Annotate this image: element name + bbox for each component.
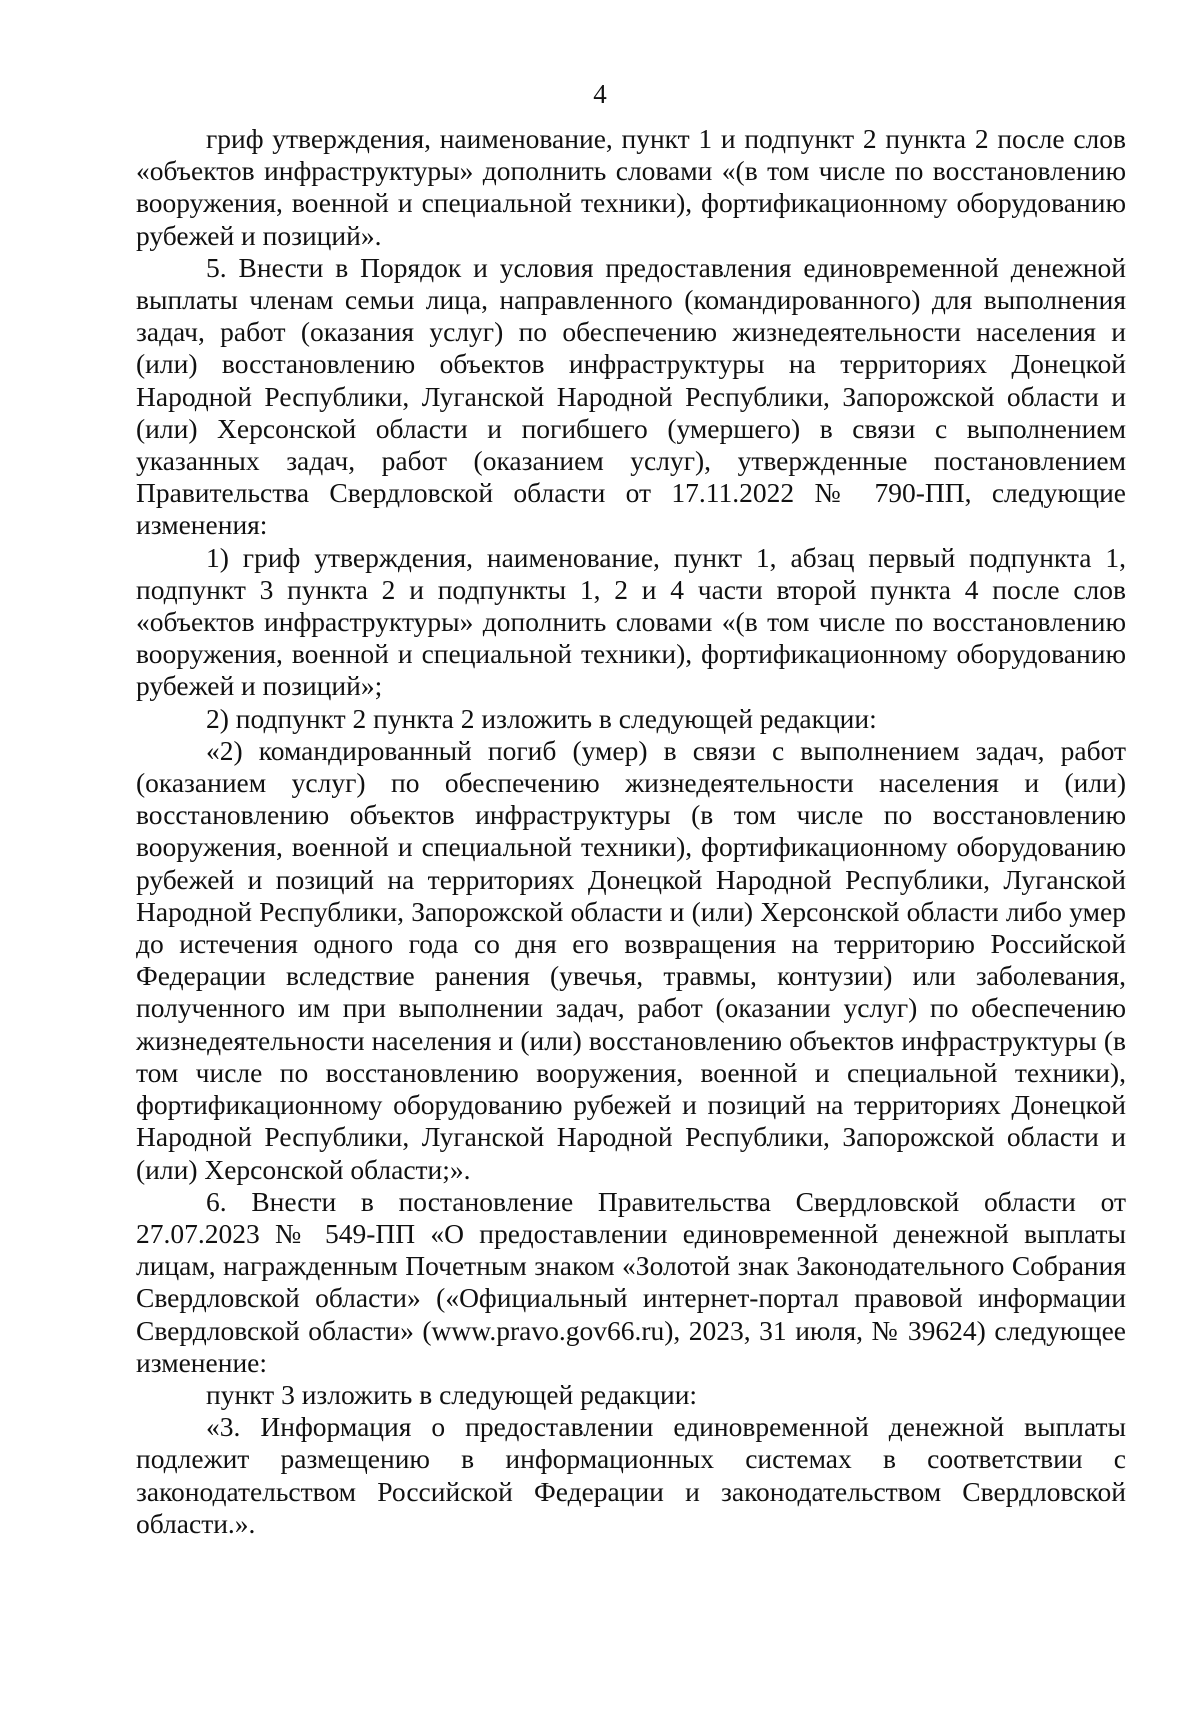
paragraph-item-5: 5. Внести в Порядок и условия предоставления единовременной денежной выплаты членам семьи лица, направленного (командированного) для выполнения задач, работ (оказания услуг) по обеспечению жизнедеятельности населения и (или) восстановлению объектов инфраструктуры на территориях Донецкой Народной Республики, Луганской Народной Республики, Запорожской области и (или) Херсонской области и погибшего (умершего) в связи с выполнением указанных задач, работ (оказанием услуг), утвержденные постановлением Правительства Свердловской области от 17.11.2022 № 790-ПП, следующие изменения: bbox=[136, 251, 1126, 541]
paragraph-item-6: 6. Внести в постановление Правительства Свердловской области от 27.07.2023 № 549-ПП «О предоставлении единовременной денежной выплаты лицам, награжденным Почетным знаком «Золотой знак Законодательного Собрания Свердловской области» («Официальный интернет-портал правовой информации Свердловской области» (www.pravo.gov66.ru), 2023, 31 июля, № 39624) следующее изменение: bbox=[136, 1185, 1126, 1378]
paragraph-new-item-3-text: «3. Информация о предоставлении единовременной денежной выплаты подлежит размещению в информационных системах в соответствии с законодательством Российской Федерации и законодательством Свердловской области.». bbox=[136, 1411, 1126, 1539]
paragraph-item-3-instruction: пункт 3 изложить в следующей редакции: bbox=[206, 1378, 698, 1410]
paragraph-new-subitem-2-text: «2) командированный погиб (умер) в связи с выполнением задач, работ (оказанием услуг) по обеспечению жизнедеятельности населения и (или) восстановлению объектов инфраструктуры (в том числе по восстановлению вооружения, военной и специальной техники), фортификационному оборудованию рубежей и позиций на территориях Донецкой Народной Республики, Луганской Народной Республики, Запорожской области и (или) Херсонской области либо умер до истечения одного года со дня его возвращения на территорию Российской Федерации вследствие ранения (увечья, травмы, контузии) или заболевания, полученного им при выполнении задач, работ (оказании услуг) по обеспечению жизнедеятельности населения и (или) восстановлению объектов инфраструктуры (в том числе по восстановлению вооружения, военной и специальной техники), фортификационному оборудованию рубежей и позиций на территориях Донецкой Народной Республики, Луганской Народной Республики, Запорожской области и (или) Херсонской области;». bbox=[136, 734, 1126, 1185]
page-number: 4 bbox=[593, 79, 607, 109]
paragraph-subitem-2: 2) подпункт 2 пункта 2 изложить в следующей редакции: bbox=[206, 702, 877, 734]
paragraph-subitem-1: 1) гриф утверждения, наименование, пункт 1, абзац первый подпункта 1, подпункт 3 пункта 2 и подпункты 1, 2 и 4 части второй пункта 4 после слов «объектов инфраструктуры» дополнить словами «(в том числе по восстановлению вооружения, военной и специальной техники), фортификационному оборудованию рубежей и позиций»; bbox=[136, 541, 1126, 702]
document-body bbox=[136, 123, 1126, 1540]
paragraph-griff-amendment: гриф утверждения, наименование, пункт 1 и подпункт 2 пункта 2 после слов «объектов инфраструктуры» дополнить словами «(в том числе по восстановлению вооружения, военной и специальной техники), фортификационному оборудованию рубежей и позиций». bbox=[136, 123, 1126, 251]
